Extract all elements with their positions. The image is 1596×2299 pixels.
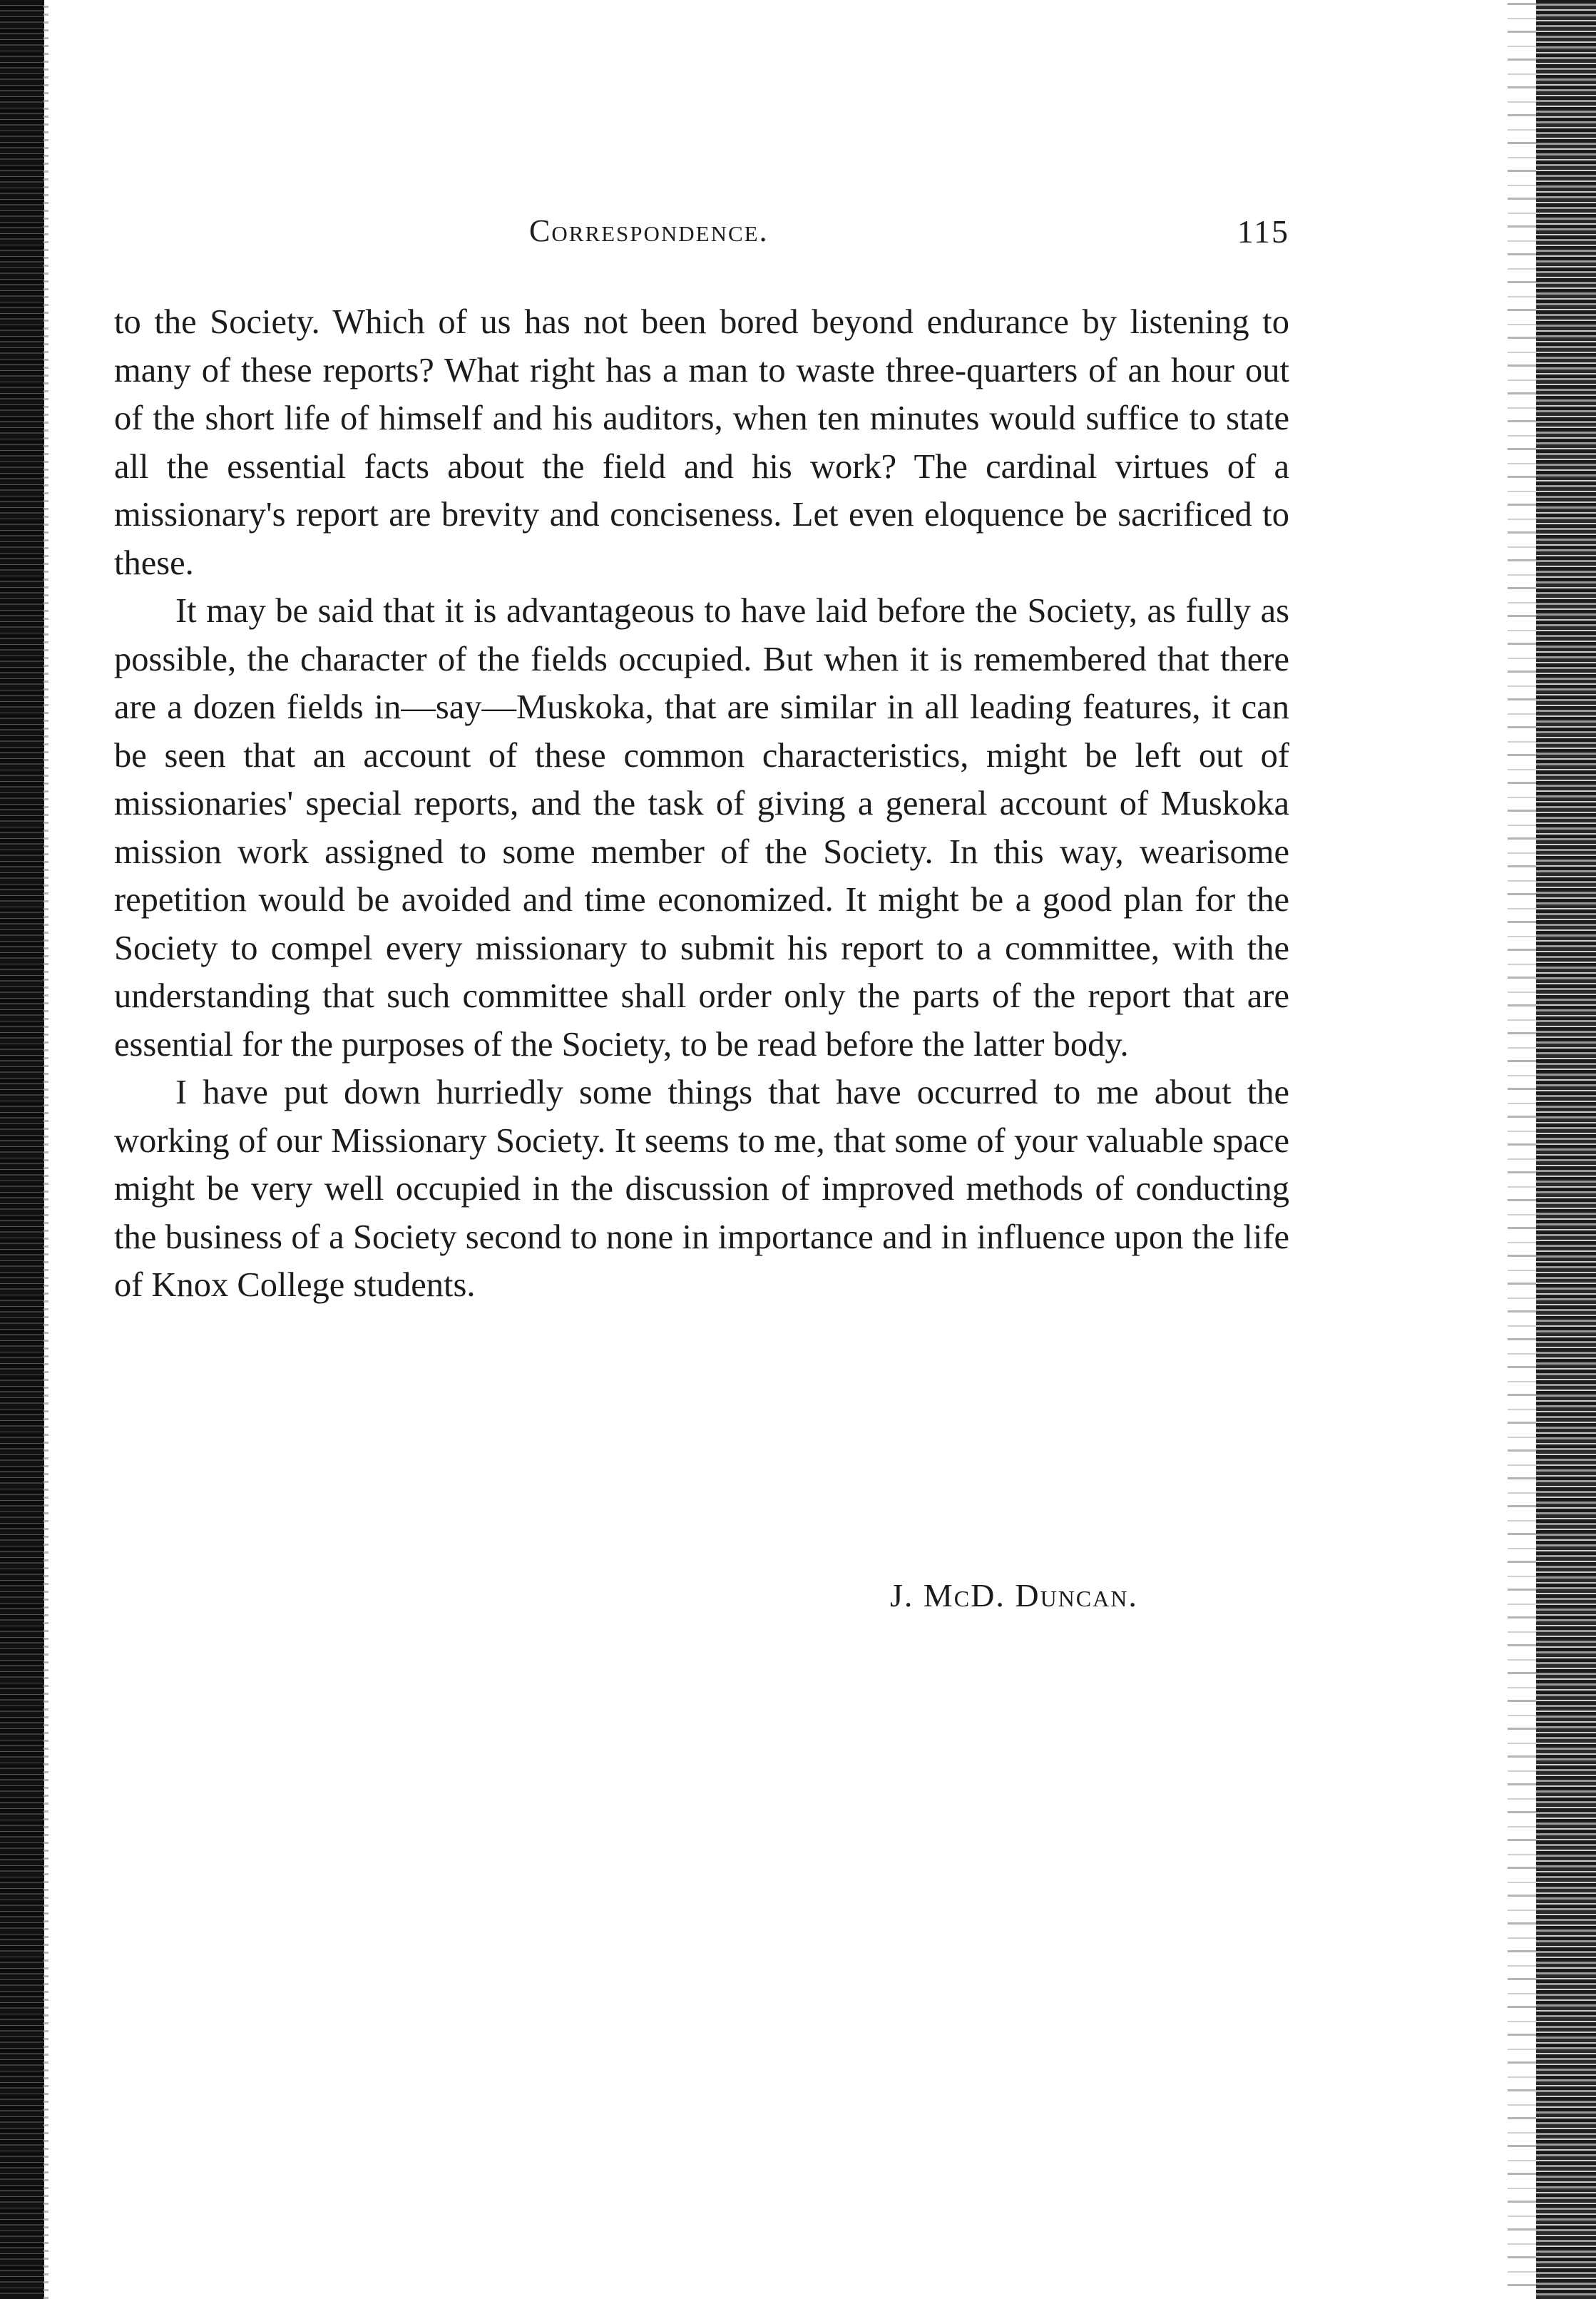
scan-right-edge-shadow — [1508, 0, 1536, 2299]
scan-right-edge — [1536, 0, 1596, 2299]
paragraph-3: I have put down hurriedly some things that have occurred to me about the working of our Missionary Society. It seems to me, that some of your valuable space might be very well occupied in the discussion of improved methods of conducting the business of a Society second to none in importance and in influence upon the life of Knox College students. — [114, 1074, 1289, 1304]
paragraph-2: It may be said that it is advantageous to have laid before the Society, as fully as possible, the character of the fields occupied. But when it is remembered that there are a dozen fields in—say—Muskoka, that are similar in all leading features, it can be seen that an account of these common characteristics, might be left out of missionaries' special reports, and the task of giving a general account of Muskoka mission work assigned to some member of the Society. In this way, wearisome repetition would be avoided and time economized. It might be a good plan for the Society to compel every missionary to submit his report to a committee, with the understanding that such committee shall order only the parts of the report that are essential for the purposes of the Society, to be read before the latter body. — [114, 592, 1289, 1064]
page-header — [114, 213, 1289, 262]
paragraph-1: to the Society. Which of us has not been bored beyond endurance by listening to many of these reports? What right has a man to waste three-quarters of an hour out of the short life of himself and his auditors, when ten minutes would suffice to state all the essential facts about the field and his work? The cardinal virtues of a missionary's report are brevity and conciseness. Let even eloquence be sacrificed to these. — [114, 303, 1289, 582]
signature: J. McD. Duncan. — [890, 1577, 1138, 1614]
running-head: Correspondence. — [529, 213, 769, 248]
scan-left-edge — [0, 0, 44, 2299]
letter-body — [114, 298, 1289, 1310]
page-number: 115 — [1237, 213, 1289, 250]
